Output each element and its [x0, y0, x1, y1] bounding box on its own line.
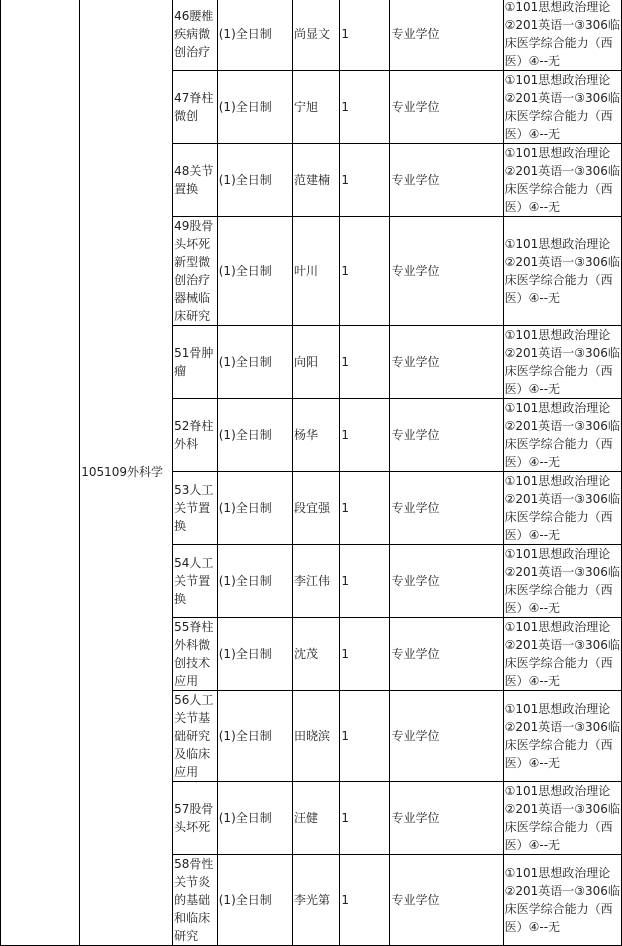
exam-subject-line: 医）④--无: [504, 838, 561, 852]
exam-subject-line: 床医学综合能力（西: [504, 109, 613, 123]
research-direction-cell: 55脊柱外科微创技术应用: [173, 618, 218, 691]
blank-column-cell: [1, 0, 80, 946]
exam-subject-line: 医）④--无: [504, 455, 561, 469]
exam-subject-line: 医）④--无: [504, 200, 561, 214]
exam-subject-line: ①101思想政治理论: [504, 866, 611, 880]
exam-subject-line: ①101思想政治理论: [504, 474, 611, 488]
exam-subject-line: ②201英语一③306临: [504, 164, 620, 178]
exam-subjects-cell: [503, 691, 621, 782]
exam-subjects-cell: [503, 782, 621, 855]
degree-type-cell: 专业学位: [390, 782, 503, 855]
exam-subjects-cell: [503, 217, 621, 326]
exam-subject-line: ②201英语一③306临: [504, 18, 620, 32]
supervisor-cell: 向阳: [293, 326, 340, 399]
exam-subject-line: ②201英语一③306临: [504, 802, 620, 816]
supervisor-cell: 叶川: [293, 217, 340, 326]
exam-subject-line: ①101思想政治理论: [504, 401, 611, 415]
study-mode-cell: (1)全日制: [217, 399, 292, 472]
exam-subject-line: 医）④--无: [504, 127, 561, 141]
quota-cell: 1: [340, 545, 390, 618]
exam-subjects-cell: [503, 0, 621, 71]
exam-subject-line: 医）④--无: [504, 528, 561, 542]
exam-subject-line: 床医学综合能力（西: [504, 738, 613, 752]
exam-subjects-cell: [503, 399, 621, 472]
supervisor-cell: 范建楠: [293, 144, 340, 217]
exam-subject-line: 医）④--无: [504, 920, 561, 934]
supervisor-cell: 李江伟: [293, 545, 340, 618]
degree-type-cell: 专业学位: [390, 545, 503, 618]
study-mode-cell: (1)全日制: [217, 144, 292, 217]
exam-subject-line: ②201英语一③306临: [504, 419, 620, 433]
exam-subject-line: 床医学综合能力（西: [504, 364, 613, 378]
exam-subject-line: ②201英语一③306临: [504, 884, 620, 898]
exam-subject-line: ②201英语一③306临: [504, 492, 620, 506]
supervisor-cell: 田晓滨: [293, 691, 340, 782]
research-direction-cell: 53人工关节置换: [173, 472, 218, 545]
exam-subjects-cell: [503, 618, 621, 691]
exam-subjects-cell: [503, 472, 621, 545]
exam-subject-line: ①101思想政治理论: [504, 73, 611, 87]
exam-subject-line: 医）④--无: [504, 601, 561, 615]
study-mode-cell: (1)全日制: [217, 782, 292, 855]
degree-type-cell: 专业学位: [390, 217, 503, 326]
quota-cell: 1: [340, 326, 390, 399]
quota-cell: 1: [340, 0, 390, 71]
exam-subject-line: 床医学综合能力（西: [504, 902, 613, 916]
research-direction-cell: 51骨肿瘤: [173, 326, 218, 399]
exam-subject-line: ①101思想政治理论: [504, 702, 611, 716]
exam-subject-line: ①101思想政治理论: [504, 146, 611, 160]
research-direction-cell: 49股骨头坏死新型微创治疗器械临床研究: [173, 217, 218, 326]
exam-subject-line: 床医学综合能力（西: [504, 820, 613, 834]
degree-type-cell: 专业学位: [390, 691, 503, 782]
supervisor-cell: 沈茂: [293, 618, 340, 691]
exam-subjects-cell: [503, 326, 621, 399]
study-mode-cell: (1)全日制: [217, 326, 292, 399]
table-row: [1, 0, 622, 71]
exam-subject-line: ①101思想政治理论: [504, 784, 611, 798]
research-direction-cell: 56人工关节基础研究及临床应用: [173, 691, 218, 782]
exam-subjects-cell: [503, 545, 621, 618]
supervisor-cell: 宁旭: [293, 71, 340, 144]
exam-subject-line: 医）④--无: [504, 54, 561, 68]
quota-cell: 1: [340, 217, 390, 326]
research-direction-cell: 46腰椎疾病微创治疗: [173, 0, 218, 71]
exam-subjects-cell: [503, 855, 621, 946]
exam-subject-line: ②201英语一③306临: [504, 346, 620, 360]
major-cell: 105109外科学: [80, 0, 173, 946]
degree-type-cell: 专业学位: [390, 472, 503, 545]
exam-subjects-cell: [503, 144, 621, 217]
quota-cell: 1: [340, 472, 390, 545]
quota-cell: 1: [340, 782, 390, 855]
quota-cell: 1: [340, 399, 390, 472]
quota-cell: 1: [340, 618, 390, 691]
exam-subject-line: ②201英语一③306临: [504, 565, 620, 579]
exam-subject-line: ②201英语一③306临: [504, 91, 620, 105]
exam-subject-line: 床医学综合能力（西: [504, 510, 613, 524]
quota-cell: 1: [340, 855, 390, 946]
exam-subject-line: ②201英语一③306临: [504, 638, 620, 652]
research-direction-cell: 58骨性关节炎的基础和临床研究: [173, 855, 218, 946]
degree-type-cell: 专业学位: [390, 399, 503, 472]
supervisor-cell: 尚显文: [293, 0, 340, 71]
exam-subject-line: ②201英语一③306临: [504, 720, 620, 734]
supervisor-cell: 杨华: [293, 399, 340, 472]
exam-subject-line: ①101思想政治理论: [504, 620, 611, 634]
degree-type-cell: 专业学位: [390, 144, 503, 217]
degree-type-cell: 专业学位: [390, 618, 503, 691]
exam-subject-line: ②201英语一③306临: [504, 255, 620, 269]
exam-subject-line: 床医学综合能力（西: [504, 36, 613, 50]
exam-subject-line: 床医学综合能力（西: [504, 273, 613, 287]
research-direction-cell: 47脊柱微创: [173, 71, 218, 144]
exam-subject-line: 床医学综合能力（西: [504, 583, 613, 597]
research-direction-cell: 54人工关节置换: [173, 545, 218, 618]
quota-cell: 1: [340, 71, 390, 144]
study-mode-cell: (1)全日制: [217, 472, 292, 545]
study-mode-cell: (1)全日制: [217, 618, 292, 691]
degree-type-cell: 专业学位: [390, 0, 503, 71]
study-mode-cell: (1)全日制: [217, 691, 292, 782]
exam-subject-line: 医）④--无: [504, 674, 561, 688]
research-direction-cell: 52脊柱外科: [173, 399, 218, 472]
exam-subject-line: 床医学综合能力（西: [504, 437, 613, 451]
exam-subject-line: 医）④--无: [504, 291, 561, 305]
supervisor-cell: 汪健: [293, 782, 340, 855]
study-mode-cell: (1)全日制: [217, 855, 292, 946]
exam-subject-line: 床医学综合能力（西: [504, 182, 613, 196]
exam-subject-line: ①101思想政治理论: [504, 237, 611, 251]
research-direction-cell: 57股骨头坏死: [173, 782, 218, 855]
supervisor-cell: 段宜强: [293, 472, 340, 545]
degree-type-cell: 专业学位: [390, 326, 503, 399]
quota-cell: 1: [340, 691, 390, 782]
quota-cell: 1: [340, 144, 390, 217]
study-mode-cell: (1)全日制: [217, 217, 292, 326]
exam-subject-line: 床医学综合能力（西: [504, 656, 613, 670]
exam-subject-line: 医）④--无: [504, 756, 561, 770]
exam-subject-line: 医）④--无: [504, 382, 561, 396]
supervisor-cell: 李光第: [293, 855, 340, 946]
exam-subjects-cell: [503, 71, 621, 144]
study-mode-cell: (1)全日制: [217, 0, 292, 71]
exam-subject-line: ①101思想政治理论: [504, 547, 611, 561]
table-body: [1, 0, 622, 946]
exam-subject-line: ①101思想政治理论: [504, 0, 611, 14]
study-mode-cell: (1)全日制: [217, 545, 292, 618]
research-direction-cell: 48关节置换: [173, 144, 218, 217]
degree-type-cell: 专业学位: [390, 71, 503, 144]
study-mode-cell: (1)全日制: [217, 71, 292, 144]
degree-type-cell: 专业学位: [390, 855, 503, 946]
exam-subject-line: ①101思想政治理论: [504, 328, 611, 342]
